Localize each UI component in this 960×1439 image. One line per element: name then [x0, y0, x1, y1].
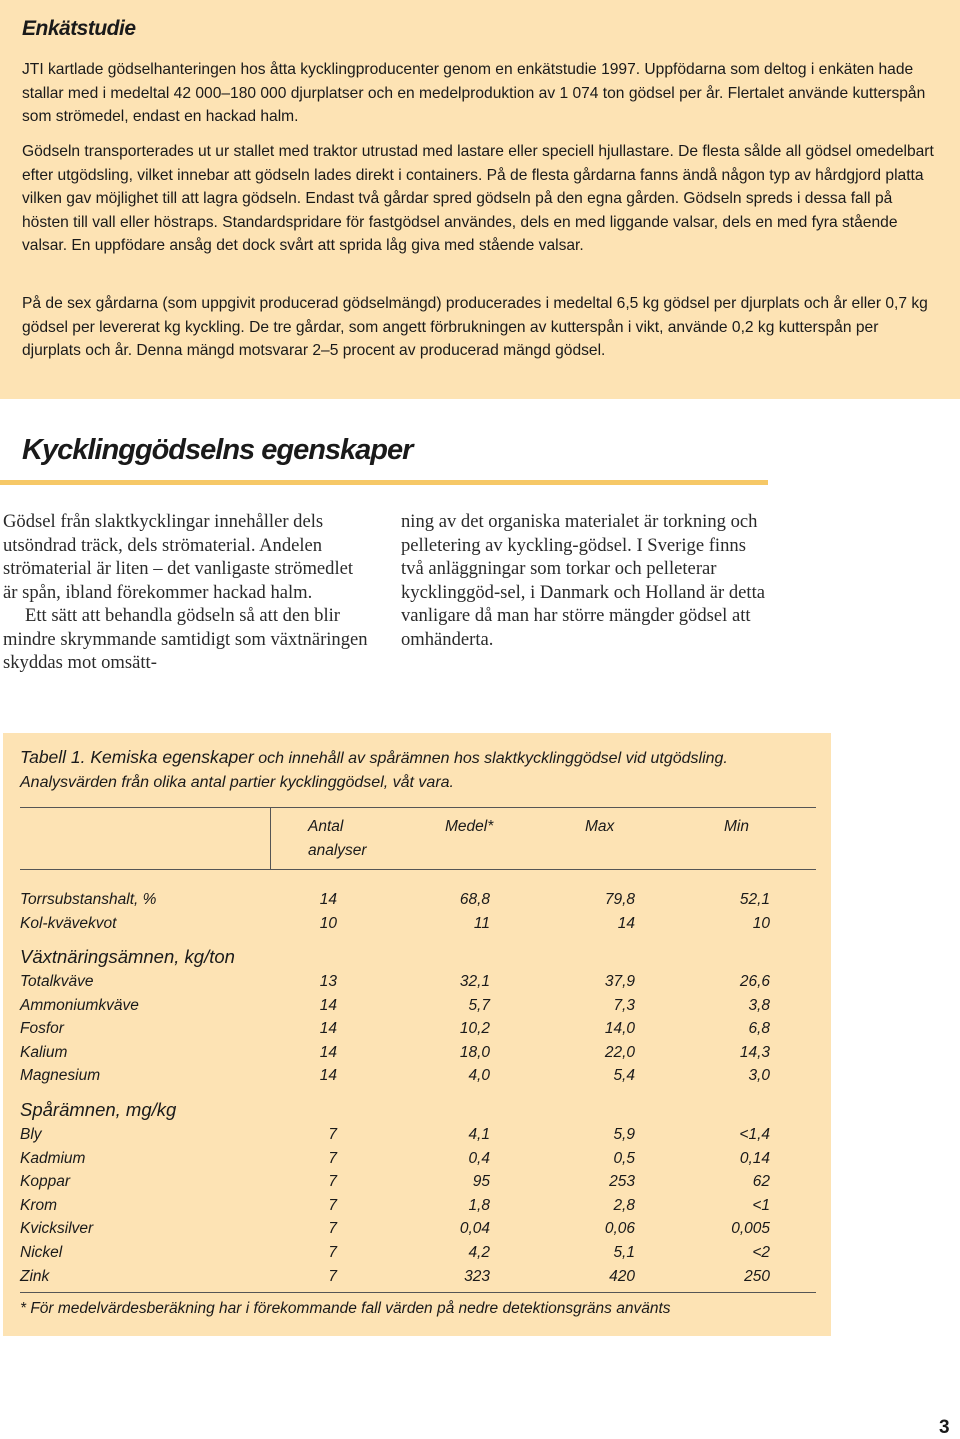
section-divider — [0, 480, 768, 485]
row-label: Kol-kvävekvot — [20, 914, 117, 932]
cell-medel: 95 — [472, 1173, 490, 1191]
cell-min: 0,005 — [731, 1220, 770, 1238]
survey-paragraph-1: JTI kartlade gödselhanteringen hos åtta kycklingproducenter genom en enkätstudie 1997. Uppfödarna som deltog i enkäten hade stallar med i medeltal 42 000–180 000 djurplatser och en medelproduktion av 1 074 ton gödsel per år. Flertalet använde kutterspån som strömedel, endast en hackad halm. — [22, 61, 926, 125]
cell-max: 420 — [609, 1267, 635, 1285]
row-label: Magnesium — [20, 1067, 101, 1085]
row-label: Totalkväve — [20, 973, 94, 990]
cell-antal: 7 — [328, 1149, 337, 1167]
cell-min: 6,8 — [748, 1020, 770, 1038]
table-caption-rest: och innehåll av spårämnen hos slaktkycklinggödsel vid utgödsling. — [253, 750, 728, 767]
header-medel: Medel* — [445, 818, 494, 835]
header-max: Max — [585, 818, 615, 835]
cell-antal: 13 — [319, 973, 337, 990]
survey-paragraph-2: Gödseln transporterades ut ur stallet med traktor utrustad med lastare eller speciell hjullastare. De flesta sålde all gödsel omedelbart efter utgödsling, vilket innebar att gödseln lades direkt i containers. På de flesta gårdarna fanns ändå någon typ av hårdgjord platta vilken gav möjlighet till att lagra gödseln. Endast två gårdar spred gödseln på den egna gården. Gödseln spreds i dessa fall på hösten till vall eller höstraps. Standardspridare för fastgödsel användes, dels en med liggande valsar, dels en med fyra stående valsar. En uppfödare ansåg det dock svårt att sprida låg giva med stående valsar. — [22, 143, 934, 254]
cell-antal: 7 — [328, 1196, 337, 1214]
cell-antal: 10 — [319, 914, 337, 932]
cell-min: 14,3 — [739, 1043, 770, 1061]
row-label: Zink — [20, 1267, 50, 1285]
cell-antal: 7 — [328, 1126, 337, 1143]
cell-min: 3,8 — [748, 996, 770, 1014]
cell-max: 14 — [617, 914, 635, 932]
cell-antal: 14 — [319, 1043, 337, 1061]
cell-medel: 68,8 — [459, 891, 490, 908]
cell-min: 10 — [752, 914, 770, 932]
group-heading-spar: Spårämnen, mg/kg — [20, 1099, 177, 1120]
cell-min: 52,1 — [739, 891, 770, 908]
row-label: Koppar — [20, 1173, 70, 1191]
table-header-rule — [20, 869, 816, 870]
row-label: Ammoniumkväve — [20, 996, 139, 1014]
table-footnote: * För medelvärdesberäkning har i förekommande fall värden på nedre detektionsgräns använts — [20, 1300, 671, 1317]
cell-medel: 5,7 — [468, 996, 490, 1014]
cell-antal: 14 — [319, 1020, 337, 1038]
column-paragraph: Gödsel från slaktkycklingar innehåller dels utsöndrad träck, dels strömaterial. Andelen strömaterial är liten – det vanligaste strömedlet är spån, ibland förekommer hackad halm. — [3, 511, 354, 603]
cell-medel: 4,1 — [468, 1126, 490, 1143]
cell-medel: 323 — [464, 1267, 490, 1285]
cell-max: 0,06 — [604, 1220, 635, 1238]
cell-medel: 32,1 — [459, 973, 490, 990]
table-top-rule — [20, 807, 816, 808]
cell-antal: 14 — [319, 1067, 337, 1085]
row-label: Krom — [20, 1196, 58, 1214]
cell-max: 2,8 — [613, 1196, 635, 1214]
table-caption-label: Tabell 1. Kemiska egenskaper — [20, 747, 254, 767]
cell-max: 0,5 — [613, 1149, 635, 1167]
column-paragraph: Ett sätt att behandla gödseln så att den blir mindre skrymmande samtidigt som växtnäringen skyddas mot omsätt- — [3, 605, 368, 673]
header-min: Min — [724, 818, 749, 835]
row-label: Nickel — [20, 1244, 63, 1261]
cell-medel: 11 — [473, 914, 490, 932]
text-column-right — [401, 510, 771, 651]
section-title: Kycklinggödselns egenskaper — [22, 434, 413, 466]
header-antal: Antal analyser — [308, 818, 367, 859]
row-label: Kvicksilver — [20, 1220, 94, 1238]
cell-medel: 4,0 — [468, 1067, 490, 1085]
cell-max: 5,4 — [613, 1067, 635, 1085]
table-caption-line2: Analysvärden från olika antal partier kycklinggödsel, våt vara. — [20, 774, 454, 791]
group-heading-naring: Växtnäringsämnen, kg/ton — [20, 946, 235, 967]
survey-title: Enkätstudie — [22, 17, 136, 40]
cell-antal: 14 — [319, 891, 337, 908]
cell-max: 14,0 — [604, 1020, 635, 1038]
table-header-divider — [270, 808, 271, 870]
cell-medel: 18,0 — [459, 1043, 490, 1061]
cell-min: 250 — [744, 1267, 770, 1285]
cell-min: 26,6 — [739, 973, 770, 990]
cell-antal: 7 — [328, 1267, 337, 1285]
cell-max: 253 — [609, 1173, 635, 1191]
cell-max: 79,8 — [604, 891, 635, 908]
cell-max: 5,1 — [613, 1244, 635, 1261]
column-paragraph: ning av det organiska materialet är torkning och pelletering av kyckling-gödsel. I Sverige finns två anläggningar som torkar och pelleterar kycklinggöd-sel, i Danmark och Holland är detta vanligare då man har större mängder gödsel att omhänderta. — [401, 511, 766, 650]
cell-min: 3,0 — [748, 1067, 770, 1085]
cell-max: 37,9 — [604, 973, 635, 990]
row-label: Kalium — [20, 1043, 68, 1061]
cell-min: <1,4 — [739, 1126, 770, 1143]
cell-min: 0,14 — [739, 1149, 770, 1167]
cell-medel: 1,8 — [468, 1196, 490, 1214]
cell-max: 5,9 — [613, 1126, 635, 1143]
cell-medel: 10,2 — [459, 1020, 490, 1038]
row-label: Torrsubstanshalt, % — [20, 891, 157, 908]
cell-max: 22,0 — [604, 1043, 635, 1061]
cell-medel: 0,4 — [468, 1149, 490, 1167]
cell-antal: 7 — [328, 1220, 337, 1238]
cell-medel: 0,04 — [459, 1220, 490, 1238]
cell-min: <1 — [752, 1196, 770, 1214]
table-bottom-rule — [20, 1292, 816, 1293]
survey-paragraph-3: På de sex gårdarna (som uppgivit producerad gödselmängd) producerades i medeltal 6,5 kg gödsel per djurplats och år eller 0,7 kg gödsel per levererat kg kyckling. De tre gårdar, som angett förbrukningen av kutterspån i vikt, använde 0,2 kg kutterspån per djurplats och år. Denna mängd motsvarar 2–5 procent av producerad mängd gödsel. — [22, 295, 928, 359]
cell-medel: 4,2 — [468, 1244, 490, 1261]
page-number: 3 — [939, 1417, 950, 1438]
cell-min: <2 — [752, 1244, 770, 1261]
cell-antal: 7 — [328, 1244, 337, 1261]
cell-min: 62 — [752, 1173, 770, 1191]
table-background — [3, 733, 831, 1336]
cell-max: 7,3 — [613, 996, 635, 1014]
cell-antal: 7 — [328, 1173, 337, 1191]
row-label: Bly — [20, 1126, 42, 1143]
row-label: Fosfor — [20, 1020, 64, 1038]
cell-antal: 14 — [319, 996, 337, 1014]
table-caption — [20, 745, 820, 795]
row-label: Kadmium — [20, 1149, 86, 1167]
text-column-left — [3, 510, 368, 675]
